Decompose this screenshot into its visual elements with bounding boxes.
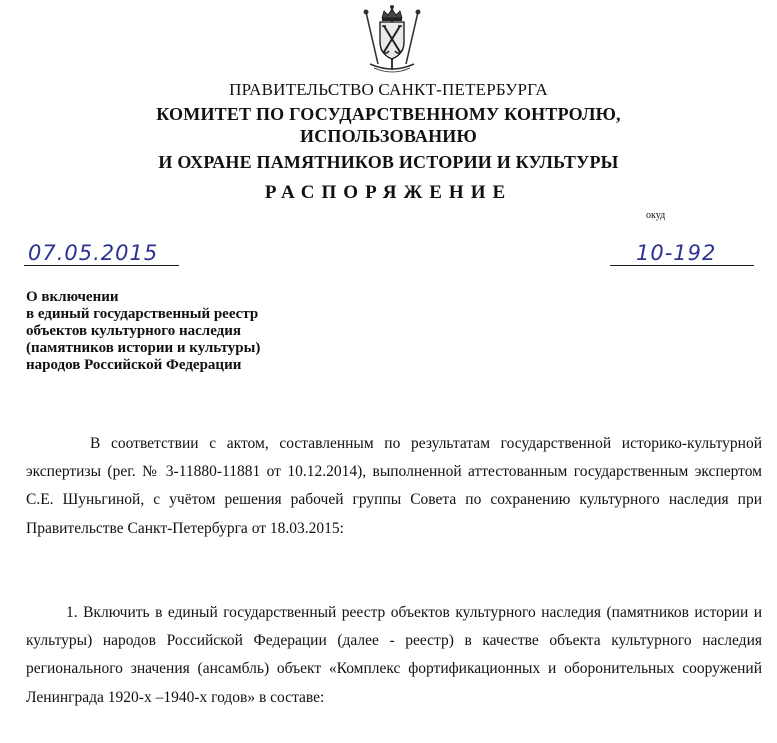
- body-paragraph-preamble: В соответствии с актом, составленным по результатам государственной историко-культурной экспертизы (рег. № 3-11880-11881 от 10.12.2014), выполненной аттестованным государственным экспертом С.Е. Шуньгиной, с учётом решения рабочей группы Совета по сохранению культурного наследия при Правительстве Санкт-Петербурга от 18.03.2015:: [26, 435, 762, 537]
- subject-line: народов Российской Федерации: [26, 357, 242, 373]
- committee-title-line-1: КОМИТЕТ ПО ГОСУДАРСТВЕННОМУ КОНТРОЛЮ,: [156, 104, 621, 124]
- document-subject: [26, 289, 260, 374]
- body-paragraph-item-1: 1. Включить в единый государственный реестр объектов культурного наследия (памятников истории и культуры) народов Российской Федерации (далее - реестр) в качестве объекта культурного наследия регионального значения (ансамбль) объект «Комплекс фортификационных и оборонительных сооружений Ленинграда 1920-х –1940-х годов» в составе:: [26, 604, 762, 706]
- subject-line: объектов культурного наследия: [26, 323, 242, 339]
- st-petersburg-coat-of-arms-icon: [358, 4, 426, 74]
- document-type-title: РАСПОРЯЖЕНИЕ: [264, 182, 513, 203]
- subject-line: О включении: [26, 289, 119, 305]
- subject-line: (памятников истории и культуры): [26, 340, 261, 356]
- committee-title-line-2: ИСПОЛЬЗОВАНИЮ: [300, 126, 477, 146]
- document-date: 07.05.2015: [28, 241, 159, 265]
- committee-title-line-3: И ОХРАНЕ ПАМЯТНИКОВ ИСТОРИИ И КУЛЬТУРЫ: [158, 152, 619, 172]
- date-underline: [24, 265, 179, 266]
- government-title: ПРАВИТЕЛЬСТВО САНКТ-ПЕТЕРБУРГА: [229, 80, 548, 99]
- number-underline: [610, 265, 754, 266]
- subject-line: в единый государственный реестр: [26, 306, 259, 322]
- okud-label: окуд: [646, 210, 666, 221]
- document-number: 10-192: [636, 241, 717, 265]
